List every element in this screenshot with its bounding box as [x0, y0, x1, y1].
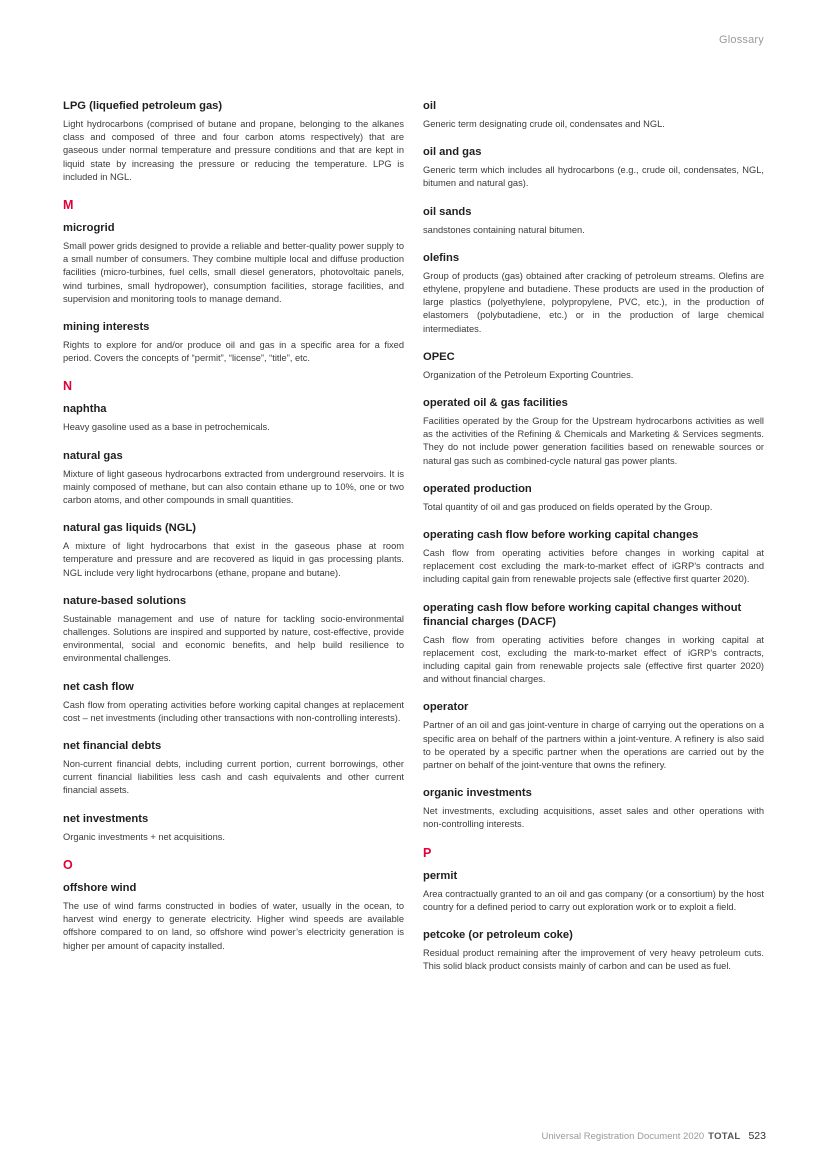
glossary-definition: Residual product remaining after the improvement of very heavy petroleum cuts. This solid black product consists mainly of carbon and can be used as fuel.	[423, 948, 764, 972]
glossary-entry-olefins	[423, 251, 764, 336]
glossary-definition: Cash flow from operating activities before changes in working capital at replacement cost excluding the mark-to-market effect of iGRP’s contracts and including capital gain from renewable projects sale (effective first quarter 2020).	[423, 548, 764, 585]
glossary-term: net cash flow	[63, 680, 134, 693]
glossary-entry-ngl	[63, 521, 404, 580]
right-column	[423, 99, 764, 988]
glossary-term: naphtha	[63, 403, 107, 416]
glossary-term: operated oil & gas facilities	[423, 397, 568, 410]
glossary-term: LPG (liquefied petroleum gas)	[63, 100, 223, 112]
glossary-term: organic investments	[423, 787, 532, 800]
glossary-definition: Small power grids designed to provide a reliable and better-quality power supply to a small number of consumers. They combine multiple local and diffuse production facilities (micro-turbines, fuel cells, small diesel generators, photovoltaic panels, wind turbines, small hydropower), consumption facilities, storage facilities, and supervision and monitoring tools to manage demand.	[63, 241, 404, 304]
glossary-definition: A mixture of light hydrocarbons that exist in the gaseous phase at room temperature and pressure and are recovered as liquid in gas processing plants. NGL include very light hydrocarbons (ethane, propane and butane).	[63, 541, 404, 578]
glossary-entry-operator	[423, 700, 764, 772]
glossary-term: offshore wind	[63, 881, 137, 894]
glossary-definition: Total quantity of oil and gas produced on fields operated by the Group.	[423, 501, 713, 512]
glossary-term: nature-based solutions	[63, 594, 187, 607]
glossary-entry-microgrid	[63, 221, 404, 306]
glossary-definition: Cash flow from operating activities before working capital changes at replacement cost – net investments (including other transactions with non-controlling interests).	[63, 699, 404, 723]
glossary-entry-permit	[423, 869, 764, 914]
glossary-term: operated production	[423, 482, 532, 495]
brand-name: TOTAL	[708, 1131, 741, 1142]
glossary-term: net investments	[63, 812, 149, 825]
section-letter-o: O	[63, 857, 73, 872]
glossary-entry-offshore-wind	[63, 881, 404, 953]
glossary-definition: Net investments, excluding acquisitions, asset sales and other operations with non-controlling interests.	[423, 806, 764, 830]
document-title: Universal Registration Document 2020	[541, 1131, 705, 1142]
glossary-term: mining interests	[63, 321, 150, 334]
glossary-term: operating cash flow before working capital changes	[423, 529, 699, 542]
glossary-entry-oil	[423, 99, 764, 131]
page-section-title: Glossary	[719, 34, 764, 46]
glossary-entry-operating-cash-flow	[423, 528, 764, 587]
glossary-entry-organic-investments	[423, 786, 764, 831]
page-number: 523	[748, 1130, 766, 1142]
glossary-entry-petcoke	[423, 928, 764, 973]
glossary-definition: Rights to explore for and/or produce oil and gas in a specific area for a fixed period. Covers the concepts of “permit”, “license”, “title”, etc.	[63, 340, 404, 364]
section-letter-n: N	[63, 379, 73, 394]
glossary-definition: The use of wind farms constructed in bodies of water, usually in the ocean, to harvest wind energy to generate electricity. Higher wind speeds are available offshore compared to on land, so offshore wind power’s electricity generation is higher per amount of capacity installed.	[63, 900, 404, 951]
left-column	[63, 99, 404, 967]
glossary-term: petcoke (or petroleum coke)	[423, 929, 573, 942]
glossary-entry-operated-facilities	[423, 396, 764, 468]
glossary-entry-net-cash-flow	[63, 680, 404, 725]
glossary-entry-oil-and-gas	[423, 145, 764, 190]
page-footer	[542, 1130, 766, 1142]
glossary-definition: Heavy gasoline used as a base in petrochemicals.	[63, 422, 270, 433]
glossary-entry-oil-sands	[423, 205, 764, 237]
glossary-term: oil	[423, 100, 437, 112]
glossary-definition: Partner of an oil and gas joint-venture in charge of carrying out the operations on a specific area on behalf of the partners within a joint-venture. A refinery is also said to be operated by a specific partner when the operations are carried out by the partner on behalf of the joint-venture that owns the refinery.	[423, 720, 764, 771]
glossary-term: operator	[423, 701, 469, 714]
glossary-entry-naphtha	[63, 402, 404, 434]
glossary-entry-mining-interests	[63, 320, 404, 365]
glossary-entry-opec	[423, 350, 764, 382]
glossary-definition: Facilities operated by the Group for the Upstream hydrocarbons activities as well as the activities of the Refining & Chemicals and Marketing & Services segments. They do not include power generation facilities based on renewable sources or natural gas such as combined-cycle natural gas power plants.	[423, 416, 764, 466]
glossary-definition: Light hydrocarbons (comprised of butane and propane, belonging to the alkanes class and composed of three and four carbon atoms respectively) that are gaseous under normal temperature and pressure conditions and that are kept in liquid state by increasing the pressure or reducing the temperature. LPG is included in NGL.	[63, 119, 404, 182]
glossary-term: OPEC	[423, 350, 455, 363]
glossary-definition: Area contractually granted to an oil and gas company (or a consortium) by the host country for a defined period to carry out exploration work or to exploit a field.	[423, 888, 764, 912]
section-letter-m: M	[63, 198, 74, 213]
glossary-definition: Non-current financial debts, including current portion, current borrowings, other current financial liabilities less cash and cash equivalents and other current financial assets.	[63, 759, 404, 796]
glossary-definition: Sustainable management and use of nature for tackling socio-environmental challenges. Solutions are inspired and supported by nature, cost-effective, provide environmental, social and economic benefits, and help build resilience to environmental challenges.	[63, 613, 404, 664]
glossary-entry-operated-production	[423, 482, 764, 514]
glossary-entry-nature-based-solutions	[63, 594, 404, 666]
glossary-entry-natural-gas	[63, 449, 404, 508]
glossary-term: oil sands	[423, 205, 472, 218]
glossary-term: operating cash flow before working capital changes without financial charges (DACF)	[423, 601, 742, 628]
glossary-definition: Generic term designating crude oil, condensates and NGL.	[423, 119, 665, 129]
glossary-term: natural gas	[63, 449, 123, 462]
glossary-definition: sandstones containing natural bitumen.	[423, 224, 585, 235]
glossary-definition: Mixture of light gaseous hydrocarbons extracted from underground reservoirs. It is mainly composed of methane, but can also contain ethane up to 10%, one or two carbon atoms, and other compounds in small quantities.	[63, 468, 404, 506]
glossary-entry-net-investments	[63, 812, 404, 844]
section-letter-p: P	[423, 845, 432, 860]
glossary-definition: Organization of the Petroleum Exporting Countries.	[423, 369, 634, 380]
glossary-entry-net-financial-debts	[63, 739, 404, 798]
glossary-term: net financial debts	[63, 740, 162, 753]
glossary-definition: Organic investments + net acquisitions.	[63, 831, 226, 842]
glossary-term: natural gas liquids (NGL)	[63, 522, 197, 535]
glossary-entry-lpg	[63, 99, 404, 184]
glossary-term: oil and gas	[423, 146, 482, 159]
glossary-term: olefins	[423, 251, 460, 264]
glossary-entry-dacf	[423, 601, 764, 687]
glossary-definition: Group of products (gas) obtained after cracking of petroleum streams. Olefins are ethylene, propylene and butadiene. These products are used in the production of large plastics (polyethylene, polypropylene, PVC, etc.), in the production of elastomers (polybutadiene, etc.) or in the production of large chemical intermediates.	[423, 270, 764, 334]
glossary-term: permit	[423, 869, 458, 882]
glossary-term: microgrid	[63, 222, 115, 235]
glossary-definition: Cash flow from operating activities before changes in working capital at replacement cost, excluding the mark-to-market effect of iGRP’s contracts, including capital gain from renewable projects sale (effective first quarter 2020) and without financial charges.	[423, 634, 764, 685]
glossary-definition: Generic term which includes all hydrocarbons (e.g., crude oil, condensates, NGL, bitumen and natural gas).	[423, 165, 764, 189]
